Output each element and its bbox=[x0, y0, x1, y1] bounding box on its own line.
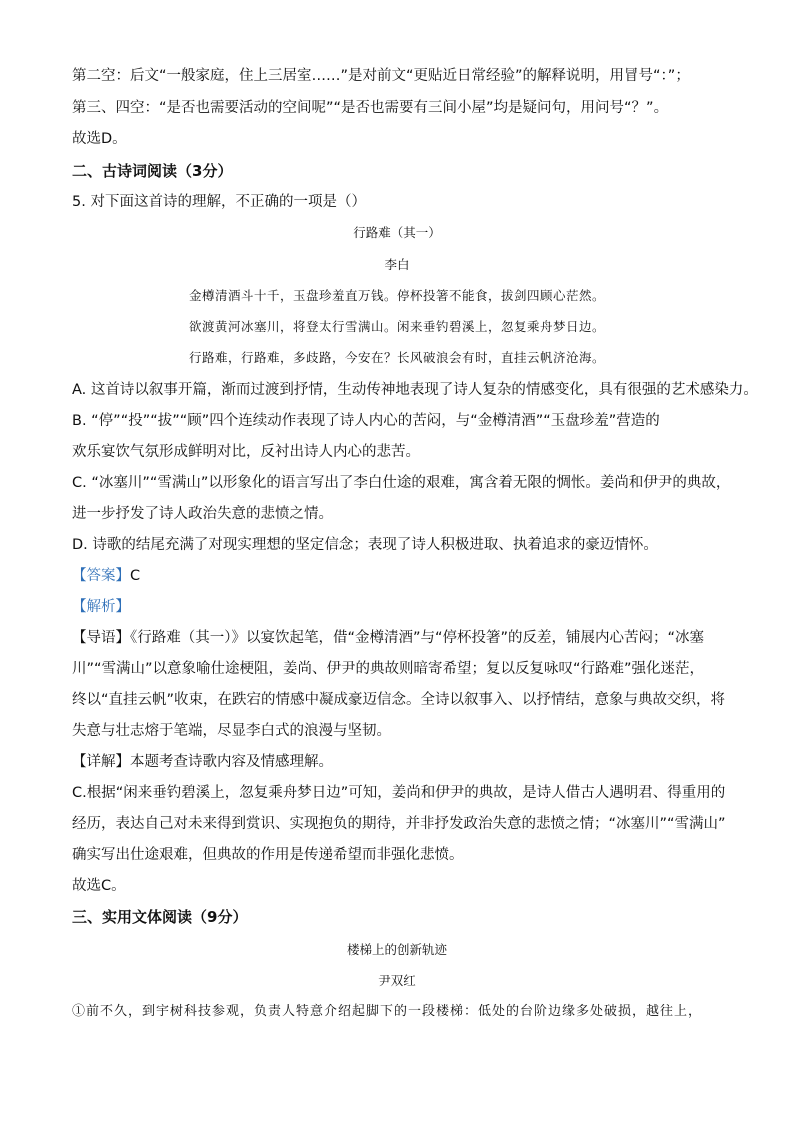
poem-line: 金樽清酒斗十千，玉盘珍羞直万钱。停杯投箸不能食，拔剑四顾心茫然。 bbox=[188, 288, 605, 303]
option-c-cont: 进一步抒发了诗人政治失意的悲愤之情。 bbox=[72, 506, 333, 522]
guide-text: 《行路难（其一）》以宴饮起笔，借“金樽清酒”与“停杯投箸”的反差，铺展内心苦闷；“冰塞 bbox=[130, 630, 705, 646]
question-text: 5. 对下面这首诗的理解，不正确的一项是（） bbox=[72, 194, 366, 210]
detail-text: 经历，表达自己对未来得到赏识、实现抱负的期待，并非抒发政治失意的悲愤之情；“冰塞川”“雪满山” bbox=[72, 816, 726, 832]
text-line: 第三、四空：“是否也需要活动的空间呢”“是否也需要有三间小屋”均是疑问句，用问号“？”。 bbox=[72, 100, 669, 116]
option-b: B. “停”“投”“拔”“顾”四个连续动作表现了诗人内心的苦闷，与“金樽清酒”“玉盘珍羞”营造的 bbox=[72, 413, 660, 429]
poem-author: 李白 bbox=[384, 257, 410, 272]
article-paragraph: ①前不久，到宇树科技参观，负责人特意介绍起脚下的一段楼梯：低处的台阶边缘多处破损，越往上， bbox=[72, 1004, 703, 1019]
guide-text: 终以“直挂云帆”收束，在跌宕的情感中凝成豪迈信念。全诗以叙事入、以抒情结，意象与典故交织，将 bbox=[72, 692, 726, 708]
detail-tag: 【详解】 bbox=[72, 754, 130, 770]
article-title: 楼梯上的创新轨迹 bbox=[346, 942, 447, 957]
detail-line bbox=[72, 752, 732, 772]
answer-tag: 【答案】 bbox=[72, 568, 130, 584]
option-b-cont: 欢乐宴饮气氛形成鲜明对比，反衬出诗人内心的悲苦。 bbox=[72, 444, 420, 460]
option-a: A. 这首诗以叙事开篇，渐而过渡到抒情，生动传神地表现了诗人复杂的情感变化，具有很强的艺术感染力。 bbox=[72, 382, 758, 398]
conclusion-text: 故选C。 bbox=[72, 878, 126, 894]
option-c: C. “冰塞川”“雪满山”以形象化的语言写出了李白仕途的艰难，寓含着无限的惆怅。姜尚和伊尹的典故， bbox=[72, 475, 731, 491]
guide-tag: 【导语】 bbox=[72, 630, 130, 646]
answer-value: C bbox=[130, 568, 141, 584]
poem-title: 行路难（其一） bbox=[353, 225, 441, 240]
option-d: D. 诗歌的结尾充满了对现实理想的坚定信念；表现了诗人积极进取、执着追求的豪迈情怀。 bbox=[72, 537, 658, 553]
analysis-line bbox=[72, 597, 732, 617]
guide-text: 川”“雪满山”以意象喻仕途梗阻，姜尚、伊尹的典故则暗寄希望；复以反复咏叹“行路难”强化迷茫， bbox=[72, 661, 705, 677]
answer-line bbox=[72, 566, 732, 586]
section-heading: 三、实用文体阅读（9分） bbox=[72, 908, 248, 926]
article-author: 尹双红 bbox=[378, 973, 416, 988]
text-line: 第二空：后文“一般家庭，住上三居室……”是对前文“更贴近日常经验”的解释说明，用冒号“：”； bbox=[72, 68, 690, 84]
detail-text: 确实写出仕途艰难，但典故的作用是传递希望而非强化悲愤。 bbox=[72, 847, 464, 863]
guide-text: 失意与壮志熔于笔端，尽显李白式的浪漫与坚韧。 bbox=[72, 723, 391, 739]
section-heading: 二、古诗词阅读（3分） bbox=[72, 162, 233, 180]
detail-text: C.根据“闲来垂钓碧溪上，忽复乘舟梦日边”可知，姜尚和伊尹的典故，是诗人借古人遇明君、得重用的 bbox=[72, 785, 726, 801]
detail-text: 本题考查诗歌内容及情感理解。 bbox=[130, 754, 333, 770]
text-line: 故选D。 bbox=[72, 131, 127, 147]
poem-line: 欲渡黄河冰塞川，将登太行雪满山。闲来垂钓碧溪上，忽复乘舟梦日边。 bbox=[188, 319, 605, 334]
poem-line: 行路难，行路难，多歧路，今安在？长风破浪会有时，直挂云帆济沧海。 bbox=[188, 350, 605, 365]
analysis-tag: 【解析】 bbox=[72, 599, 130, 615]
guide-line bbox=[72, 628, 732, 648]
